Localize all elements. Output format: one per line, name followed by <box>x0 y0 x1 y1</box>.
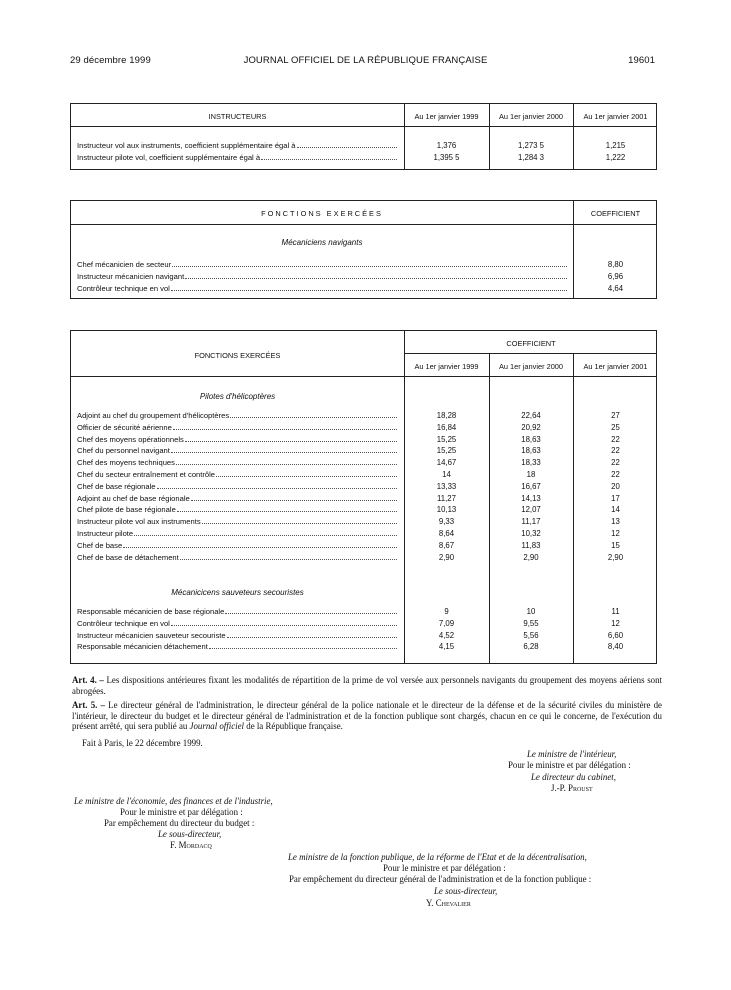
table-row <box>77 410 399 420</box>
cell-value: 6,60 <box>607 630 624 640</box>
cell-value: 22,64 <box>521 411 541 420</box>
cell-value: 1,273 5 <box>517 141 544 150</box>
article-4-label: Art. 4. – <box>72 675 104 685</box>
row-label: Chef des moyens techniques <box>77 458 175 468</box>
sig-interieur-role: Le directeur du cabinet, <box>531 772 616 782</box>
row-label: Chef de base <box>77 540 123 550</box>
cell-value: 18,33 <box>521 458 541 468</box>
sig-fonction-delegation: Pour le ministre et par délégation : <box>383 863 506 873</box>
cell-value: 12 <box>611 618 620 628</box>
sig-interieur-delegation: Pour le ministre et par délégation : <box>508 760 631 770</box>
cell-value: 6,28 <box>523 642 539 652</box>
cell-value: 1,376 <box>436 141 457 150</box>
article-5-label: Art. 5. – <box>72 700 105 710</box>
cell-value: 13 <box>611 517 620 527</box>
cell-value: 15,25 <box>436 434 457 444</box>
header-1999: Au 1er janvier 1999 <box>414 362 479 371</box>
table-row <box>77 445 399 455</box>
table-row <box>77 259 569 269</box>
row-label: Chef de base régionale <box>77 481 156 491</box>
cell-value: 15,25 <box>436 446 457 456</box>
table-row <box>77 140 399 150</box>
cell-value: 14,13 <box>521 493 541 503</box>
cell-value: 25 <box>611 422 620 432</box>
cell-value: 9,55 <box>523 618 539 628</box>
article-5 <box>72 700 662 732</box>
header-coefficient: COEFFICIENT <box>506 339 556 348</box>
cell-value: 4,64 <box>607 284 624 293</box>
cell-value: 10,13 <box>436 505 457 515</box>
cell-value: 22 <box>611 434 620 444</box>
pilotes-helicopteres-table <box>70 330 657 664</box>
table-row <box>77 552 399 562</box>
cell-value: 11,27 <box>437 493 456 503</box>
cell-value: 27 <box>611 411 620 420</box>
table-row <box>77 457 399 467</box>
row-label: Instructeur pilote <box>77 529 134 538</box>
cell-value: 1,215 <box>605 141 626 150</box>
cell-value: 8,64 <box>438 529 455 538</box>
cell-value: 20,92 <box>521 422 541 432</box>
sig-fonction-title: Le ministre de la fonction publique, de la réforme de l'Etat et de la décentralisation, <box>288 852 587 862</box>
row-label: Instructeur pilote vol aux instruments <box>77 517 201 527</box>
table-row <box>77 630 399 640</box>
row-label: Chef pilote de base régionale <box>77 505 176 515</box>
cell-value: 11 <box>611 607 620 616</box>
row-label: Chef de base de détachement <box>77 552 179 562</box>
table-row <box>77 606 399 616</box>
cell-value: 7,09 <box>438 618 455 628</box>
page-number: 19601 <box>628 55 655 66</box>
cell-value: 8,67 <box>438 540 455 550</box>
row-label: Adjoint au chef du groupement d'hélicoptères <box>77 411 230 420</box>
sig-fonction-name: Y. Chevalier <box>426 898 471 908</box>
sig-economie-delegation: Pour le ministre et par délégation : <box>120 807 243 817</box>
table-row <box>77 422 399 432</box>
cell-value: 4,15 <box>438 642 455 652</box>
table-row <box>77 434 399 444</box>
cell-value: 8,80 <box>607 260 624 269</box>
table-row <box>77 469 399 479</box>
cell-value: 13,33 <box>436 481 457 491</box>
header-2001: Au 1er janvier 2001 <box>583 362 648 371</box>
cell-value: 1,284 3 <box>517 153 544 162</box>
sig-interieur-title: Le ministre de l'intérieur, <box>527 749 617 759</box>
header-1999: Au 1er janvier 1999 <box>414 112 479 121</box>
header-2001: Au 1er janvier 2001 <box>583 112 648 121</box>
article-4 <box>72 675 662 696</box>
mecaniciens-navigants-table <box>70 200 657 299</box>
cell-value: 2,90 <box>607 552 624 562</box>
cell-value: 20 <box>611 481 620 491</box>
row-label: Chef des moyens opérationnels <box>77 434 184 444</box>
sig-economie-title: Le ministre de l'économie, des finances et de l'industrie, <box>74 796 273 806</box>
cell-value: 4,52 <box>438 630 455 640</box>
article-5-text-end: de la République française. <box>246 721 343 731</box>
sig-economie-role: Le sous-directeur, <box>158 829 222 839</box>
cell-value: 9,33 <box>438 517 455 527</box>
article-4-text: Les dispositions antérieures fixant les modalités de répartition de la prime de vol versée aux personnels navigants du groupement des moyens aériens sont abrogées. <box>72 675 662 696</box>
section-title: Mécaniciens navigants <box>281 238 363 247</box>
row-label: Contrôleur technique en vol <box>77 618 170 628</box>
cell-value: 16,67 <box>521 481 541 491</box>
journal-title: JOURNAL OFFICIEL DE LA RÉPUBLIQUE FRANÇAISE <box>243 55 488 66</box>
page-date: 29 décembre 1999 <box>70 55 151 66</box>
cell-value: 11,17 <box>521 517 541 527</box>
header-2000: Au 1er janvier 2000 <box>498 112 564 121</box>
cell-value: 8,40 <box>607 642 624 652</box>
header-fonctions: FONCTIONS EXERCÉES <box>194 351 281 360</box>
cell-value: 2,90 <box>438 552 455 562</box>
table-row <box>77 493 399 503</box>
cell-value: 1,222 <box>605 153 626 162</box>
table-row <box>77 283 569 293</box>
row-label: Officier de sécurité aérienne <box>77 422 172 432</box>
row-label: Chef du personnel navigant <box>77 446 170 456</box>
cell-value: 9 <box>444 607 449 616</box>
row-label: Instructeur mécanicien sauveteur secouriste <box>77 630 226 640</box>
cell-value: 22 <box>611 458 620 468</box>
table-row <box>77 641 399 651</box>
cell-value: 18,63 <box>521 434 541 444</box>
header-fonctions: FONCTIONS EXERCÉES <box>261 209 383 218</box>
row-label: Instructeur pilote vol, coefficient supplémentaire égal à <box>77 153 261 162</box>
table-row <box>77 481 399 491</box>
cell-value: 14 <box>442 470 451 479</box>
table-row <box>77 528 399 538</box>
cell-value: 17 <box>611 493 620 503</box>
cell-value: 11,83 <box>521 540 541 550</box>
row-label: Adjoint au chef de base régionale <box>77 493 190 503</box>
cell-value: 12 <box>611 529 620 538</box>
cell-value: 1,395 5 <box>433 153 460 162</box>
table-row <box>77 152 399 162</box>
cell-value: 10 <box>526 607 536 616</box>
fait-a-paris: Fait à Paris, le 22 décembre 1999. <box>82 738 203 748</box>
cell-value: 22 <box>611 446 620 456</box>
cell-value: 14,67 <box>436 458 457 468</box>
table-row <box>77 271 569 281</box>
section-title: Mécanicicens sauveteurs secouristes <box>171 588 304 597</box>
cell-value: 22 <box>611 470 620 479</box>
row-label: Contrôleur technique en vol <box>77 284 170 293</box>
table-row <box>77 504 399 514</box>
table-row <box>77 618 399 628</box>
sig-economie-name: F. Mordacq <box>170 840 212 850</box>
row-label: Instructeur mécanicien navigant <box>77 272 185 281</box>
cell-value: 10,32 <box>521 529 541 538</box>
section-title: Pilotes d'hélicoptères <box>199 392 276 401</box>
cell-value: 18,63 <box>521 446 541 456</box>
cell-value: 14 <box>611 505 620 515</box>
row-label: Instructeur vol aux instruments, coefficient supplémentaire égal à <box>77 141 296 150</box>
cell-value: 18,28 <box>436 411 457 420</box>
cell-value: 15 <box>611 540 620 550</box>
header-2000: Au 1er janvier 2000 <box>498 362 564 371</box>
sig-interieur-name: J.-P. Proust <box>551 783 593 793</box>
cell-value: 18 <box>526 470 536 479</box>
row-label: Chef mécanicien de secteur <box>77 260 172 269</box>
instructeurs-table <box>70 103 657 170</box>
sig-fonction-role: Le sous-directeur, <box>434 886 498 896</box>
row-label: Chef du secteur entraînement et contrôle <box>77 470 216 479</box>
cell-value: 2,90 <box>523 552 539 562</box>
cell-value: 12,07 <box>521 505 541 515</box>
header-coefficient: COEFFICIENT <box>590 209 641 218</box>
article-5-text: Le directeur général de l'administration, le directeur général de la police nationale et le directeur de la défense et de la sécurité civiles du ministère de l'intérieur, le directeur du budget et le directeur général de l'administration et de la fonction publique sont chargés, chacun en ce qui le concerne, de l'exécution du présent arrêté, qui sera publié au <box>72 700 662 731</box>
table-row <box>77 540 399 550</box>
cell-value: 5,56 <box>523 630 539 640</box>
row-label: Responsable mécanicien détachement <box>77 642 208 652</box>
sig-economie-empechement: Par empêchement du directeur du budget : <box>104 818 255 828</box>
journal-officiel-ref: Journal officiel <box>189 721 245 731</box>
table-row <box>77 516 399 526</box>
header-instructeurs: INSTRUCTEURS <box>208 112 267 121</box>
cell-value: 6,96 <box>607 272 624 281</box>
row-label: Responsable mécanicien de base régionale <box>77 607 225 616</box>
sig-fonction-empechement: Par empêchement du directeur général de l'administration et de la fonction publique : <box>289 874 592 884</box>
cell-value: 16,84 <box>436 422 457 432</box>
